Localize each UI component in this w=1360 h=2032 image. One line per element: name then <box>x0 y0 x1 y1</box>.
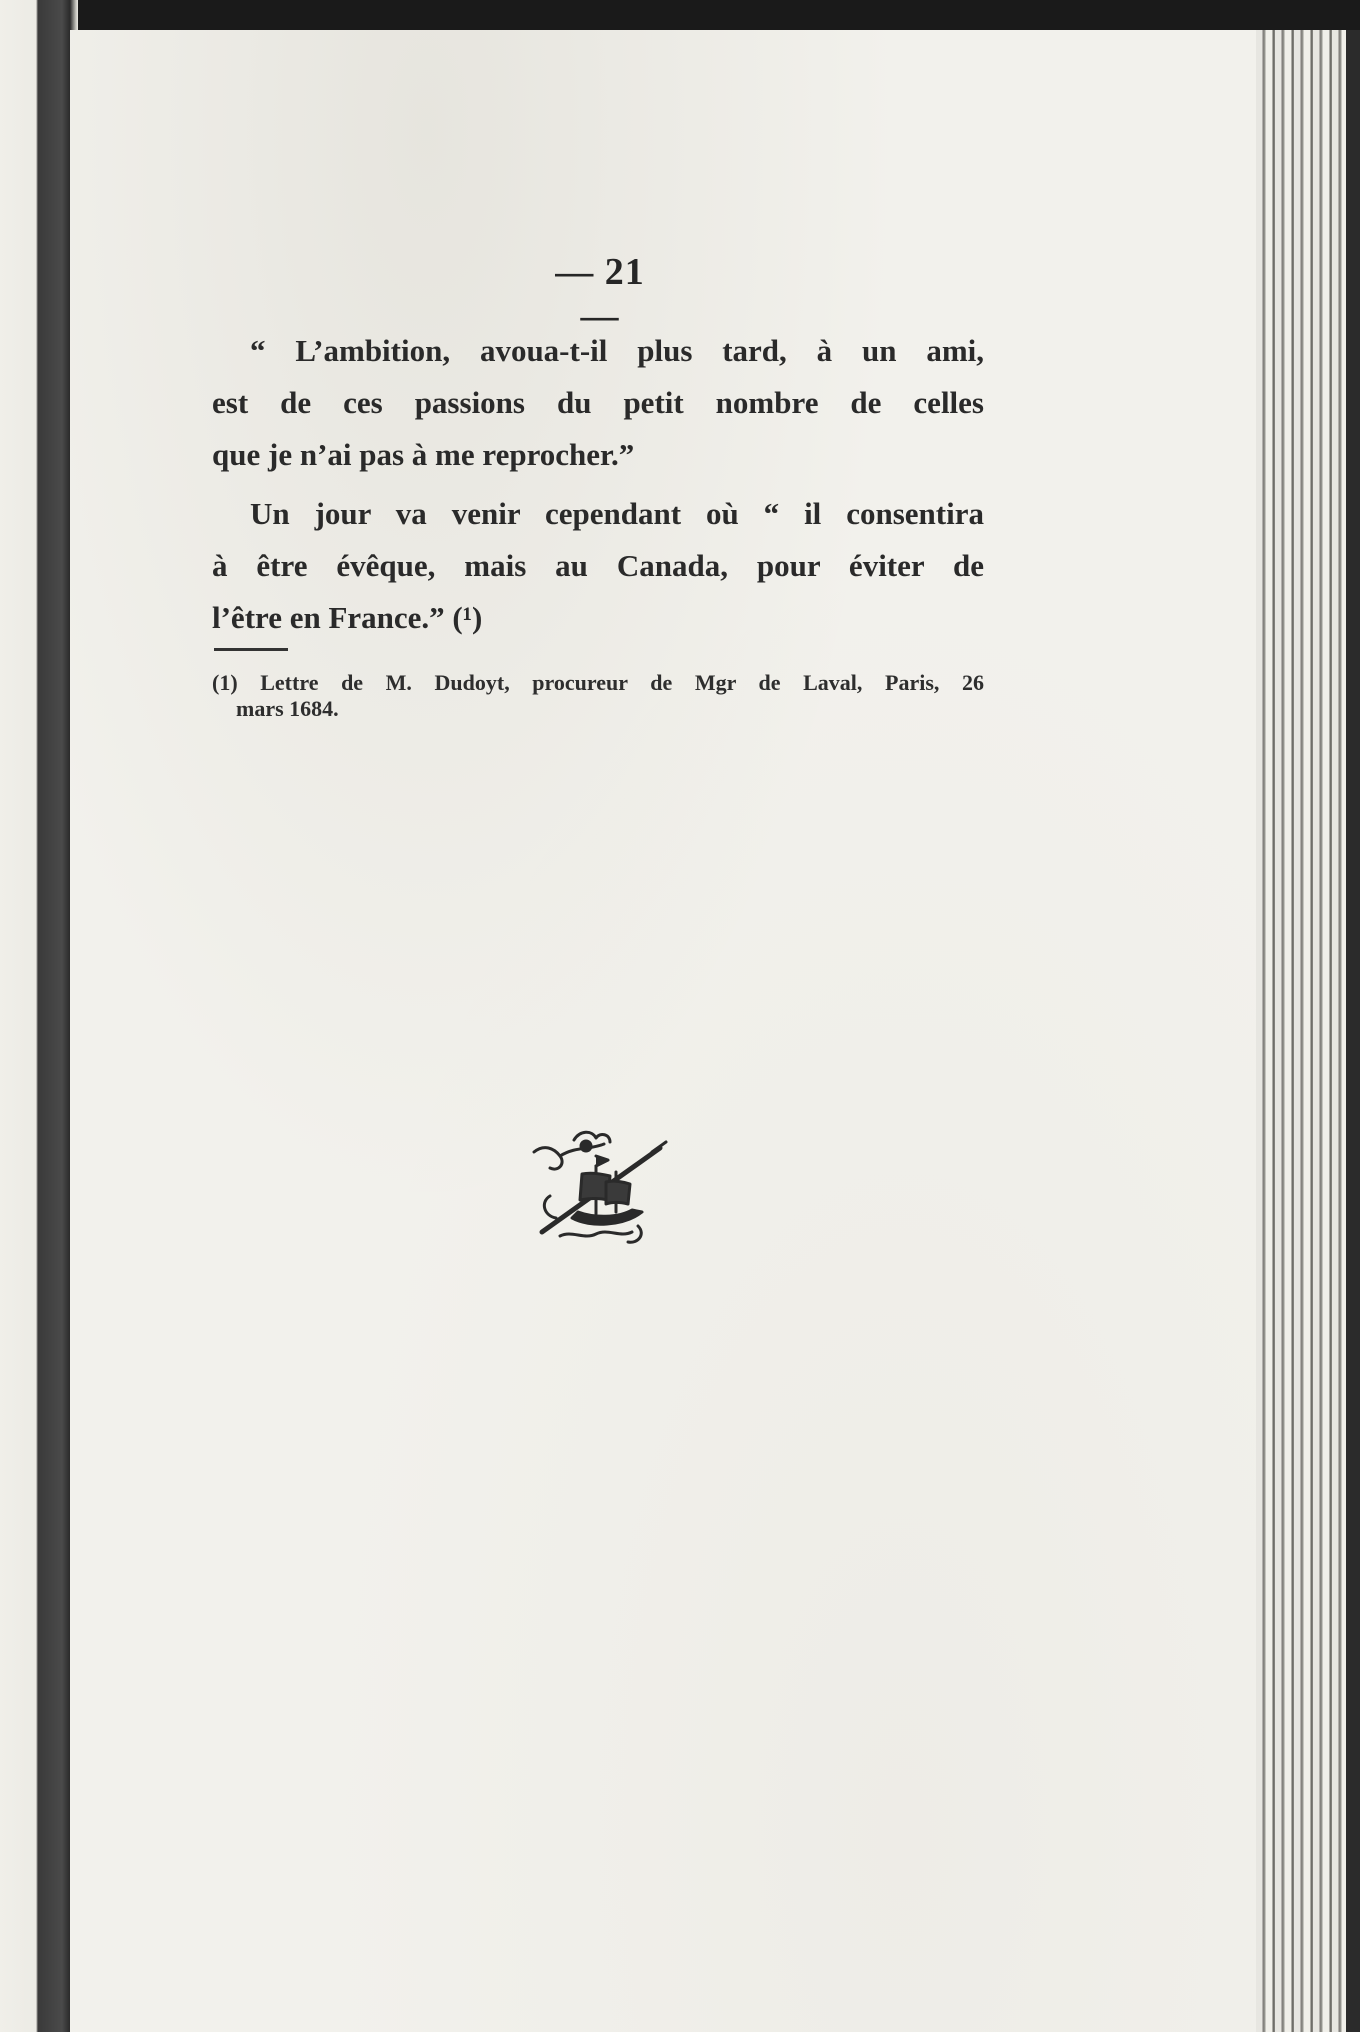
footnote-rule <box>214 648 288 651</box>
text-line: Un jour va venir cependant où “ il consentira <box>250 496 984 531</box>
paragraph-quote <box>212 325 984 481</box>
scan-top-border <box>0 0 1360 30</box>
text-line: l’être en France.” (¹) <box>212 600 483 635</box>
ship-and-pen-vignette-icon <box>520 1126 670 1256</box>
footnote <box>212 670 984 722</box>
page-edges-stack <box>1256 30 1360 2032</box>
text-line: à être évêque, mais au Canada, pour éviter de <box>212 548 984 583</box>
footnote-line: (1) Lettre de M. Dudoyt, procureur de Mgr de Laval, Paris, 26 <box>212 670 984 695</box>
text-line: “ L’ambition, avoua-t-il plus tard, à un ami, <box>250 333 984 368</box>
page-number: — 21 — <box>555 251 645 337</box>
footnote-line: mars 1684. <box>236 696 339 721</box>
text-line: que je n’ai pas à me reprocher.” <box>212 437 635 472</box>
text-line: est de ces passions du petit nombre de celles <box>212 385 984 420</box>
left-page-gutter <box>0 0 78 2032</box>
paragraph-body <box>212 488 984 644</box>
